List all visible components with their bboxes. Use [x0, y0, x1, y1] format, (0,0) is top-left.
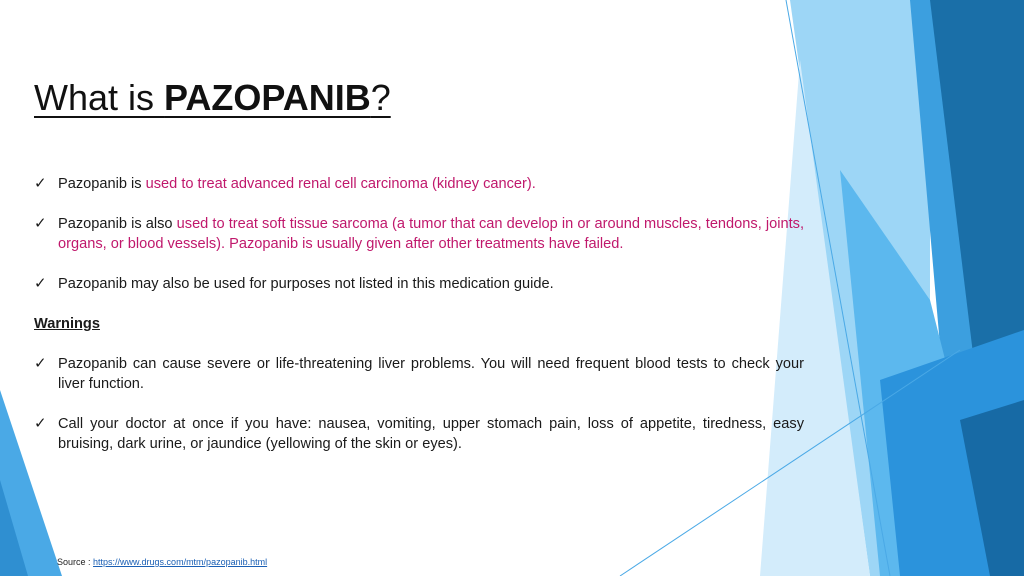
bullet-item	[34, 174, 804, 194]
bullet-item	[34, 214, 804, 254]
bullet-text: Pazopanib is also	[58, 216, 177, 232]
warning-text: Pazopanib can cause severe or life-threatening liver problems. You will need frequent blood tests to check your liver function.	[58, 356, 804, 392]
source-citation	[57, 556, 267, 568]
source-label: Source :	[57, 557, 94, 567]
warning-text: Call your doctor at once if you have: nausea, vomiting, upper stomach pain, loss of appetite, tiredness, easy bruising, dark urine, or jaundice (yellowing of the skin or eyes).	[58, 416, 804, 452]
bullet-highlight: used to treat advanced renal cell carcinoma (kidney cancer).	[145, 176, 536, 192]
bullet-highlight: used to treat soft tissue sarcoma (a tumor that can develop in or around muscles, tendons, joints, organs, or blood vessels). Pazopanib is usually given after other treatments have failed.	[58, 216, 804, 252]
title-drug-name: PAZOPANIB	[164, 77, 371, 118]
checkmark-icon: ✓	[34, 215, 47, 232]
bullet-item	[34, 274, 804, 294]
warnings-heading: Warnings	[34, 316, 100, 332]
source-link[interactable]: https://www.drugs.com/mtm/pazopanib.html	[93, 557, 268, 567]
title-prefix: What is	[34, 77, 165, 118]
checkmark-icon: ✓	[34, 355, 47, 372]
warning-item	[34, 354, 804, 394]
slide-body	[34, 174, 804, 454]
bullet-text: Pazopanib may also be used for purposes not listed in this medication guide.	[58, 276, 554, 292]
checkmark-icon: ✓	[34, 275, 47, 292]
slide-title	[34, 74, 391, 122]
title-suffix: ?	[370, 77, 391, 118]
checkmark-icon: ✓	[34, 175, 47, 192]
checkmark-icon: ✓	[34, 415, 47, 432]
bullet-text: Pazopanib is	[58, 176, 146, 192]
warning-item	[34, 414, 804, 454]
